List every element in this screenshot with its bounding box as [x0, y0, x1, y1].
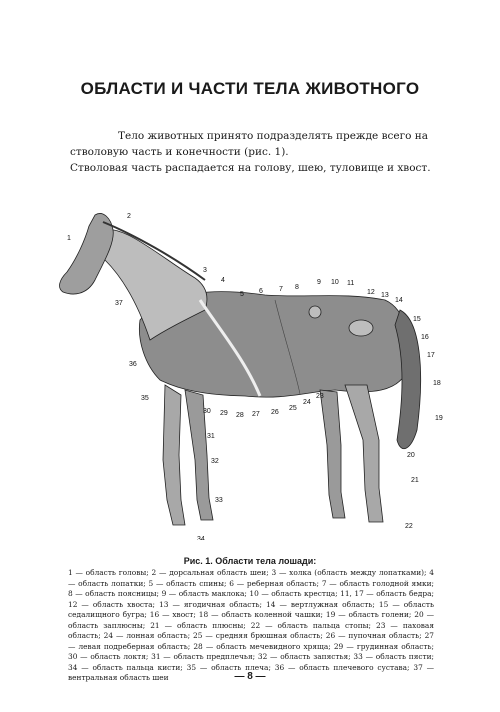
label-18: 18: [433, 380, 441, 387]
page-number: — 8 —: [234, 671, 266, 682]
label-7: 7: [279, 286, 283, 293]
label-17: 17: [427, 352, 435, 359]
label-30: 30: [203, 408, 211, 415]
intro-paragraph-2: Стволовая часть распадается на голову, шею, туловище и хвост.: [70, 162, 431, 174]
label-35: 35: [141, 395, 149, 402]
label-9: 9: [317, 279, 321, 286]
label-22: 22: [405, 523, 413, 530]
label-23: 23: [316, 393, 324, 400]
label-37: 37: [115, 300, 123, 307]
label-10: 10: [331, 279, 339, 286]
label-29: 29: [220, 410, 228, 417]
label-1: 1: [67, 235, 71, 242]
label-5: 5: [240, 291, 244, 298]
label-21: 21: [411, 477, 419, 484]
label-6: 6: [259, 288, 263, 295]
label-32: 32: [211, 458, 219, 465]
label-15: 15: [413, 316, 421, 323]
label-28: 28: [236, 412, 244, 419]
label-14: 14: [395, 297, 403, 304]
label-25: 25: [289, 405, 297, 412]
label-19: 19: [435, 415, 443, 422]
label-3: 3: [203, 267, 207, 274]
horse-silhouette: [60, 213, 421, 525]
label-26: 26: [271, 409, 279, 416]
figure-caption: Рис. 1. Области тела лошади:: [183, 556, 317, 566]
label-8: 8: [295, 284, 299, 291]
label-4: 4: [221, 277, 225, 284]
page-title: ОБЛАСТИ И ЧАСТИ ТЕЛА ЖИВОТНОГО: [80, 79, 420, 98]
label-36: 36: [129, 361, 137, 368]
label-34: 34: [197, 536, 205, 540]
label-31: 31: [207, 433, 215, 440]
label-33: 33: [215, 497, 223, 504]
label-20: 20: [407, 452, 415, 459]
label-16: 16: [421, 334, 429, 341]
label-27: 27: [252, 411, 260, 418]
label-2: 2: [127, 213, 131, 220]
intro-paragraph-1: Тело животных принято подразделять прежде всего на стволовую часть и конечности (рис. 1).: [70, 130, 429, 158]
label-11: 11: [347, 280, 355, 287]
figure-legend: 1 — область головы; 2 — дорсальная область шеи; 3 — холка (область между лопатками); 4 — область лопатки; 5 — область спины; 6 — реберная область; 7 — область голодной ямки; 8 — область поясницы; 9 — область маклока; 10 — область крестца; 11, 17 — область бедра; 12 — область хвоста; 13 — ягодичная область; 14 — вертлужная область; 15 — область седалищного бугра; 16 — хвост; 18 — область коленной чашки; 19 — область голени; 20 — область заплюсны; 21 — область плюсны; 22 — область пальца стопы; 23 — паховая область; 24 — лонная область; 25 — средняя брюшная область; 26 — пупочная область; 27 — левая подреберная область; 28 — область мечевидного хряща; 29 — грудинная область; 30 — область локтя; 31 — область предплечья; 32 — область запястья; 33 — область пясти; 34 — область пальца кисти; 35 — область плеча; 36 — область плечевого сустава; 37 — вентральная область шеи: [68, 568, 434, 682]
label-13: 13: [381, 292, 389, 299]
horse-body-regions-figure: [45, 200, 455, 540]
label-24: 24: [303, 399, 311, 406]
label-12: 12: [367, 289, 375, 296]
